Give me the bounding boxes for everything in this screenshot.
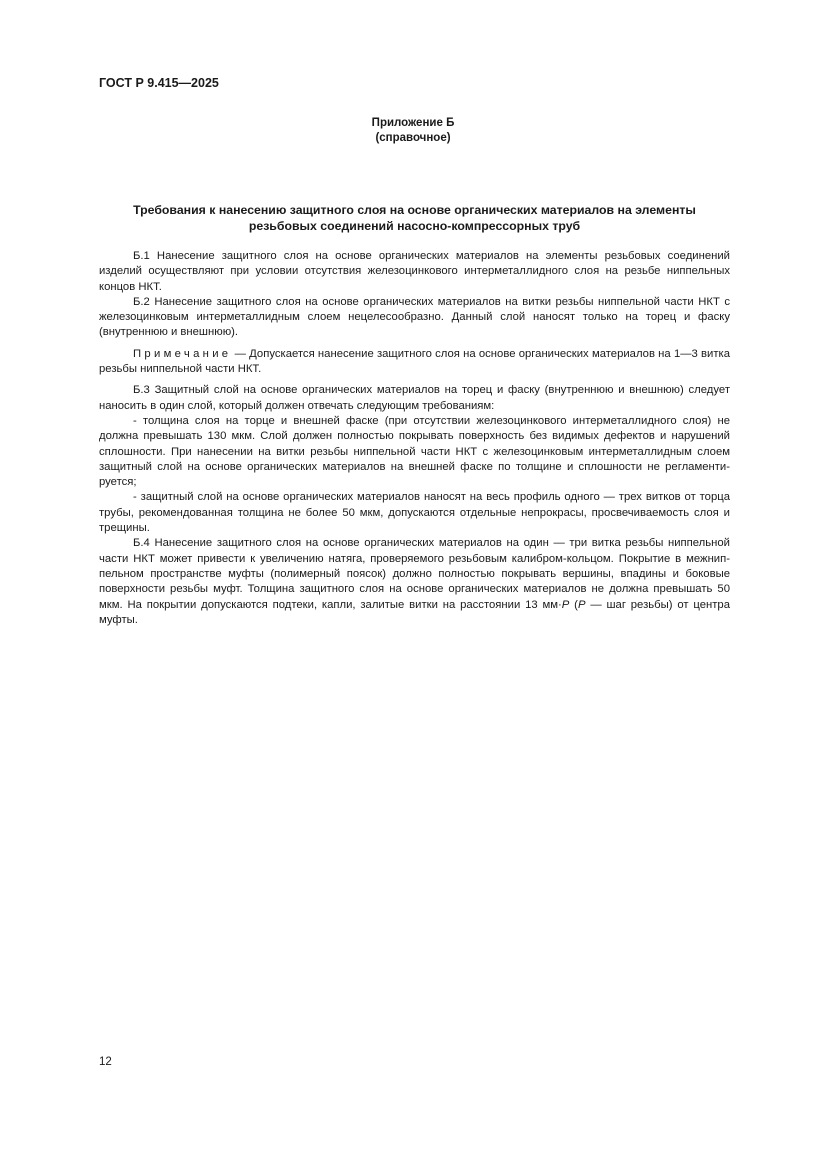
- paragraph-b3: Б.3 Защитный слой на основе органических материалов на торец и фаску (внутреннюю и внешнюю) следует наносить в один слой, который должен отвечать следующим требованиям:: [99, 384, 730, 412]
- section-title-line-1: Требования к нанесению защитного слоя на основе органических материалов на элементы: [133, 203, 696, 217]
- note-paragraph: [99, 347, 730, 378]
- note-label: Примечание: [133, 347, 232, 360]
- b4-text-end: — шаг резьбы) от центра муфты.: [99, 598, 730, 626]
- paragraph-b4: [99, 536, 730, 628]
- section-title-line-2: резьбовых соединений насосно-компрессорных труб: [248, 219, 581, 233]
- appendix-title: Приложение Б: [371, 117, 455, 129]
- appendix-heading: [99, 116, 727, 146]
- section-title: [99, 202, 730, 234]
- b4-variable-p-legend: P: [577, 598, 586, 611]
- b4-text-mid: (: [569, 598, 578, 611]
- paragraph-b3-item-2: - защитный слой на основе органических материалов наносят на весь профиль одного — трех витков от торца трубы, рекомендованная толщина не более 50 мкм, допускаются отдельные непрокрасы, просвечиваемость слоя и трещины.: [99, 491, 730, 535]
- page-number: 12: [99, 1056, 112, 1068]
- document-body: [99, 249, 730, 628]
- note-text: — Допускается нанесение защитного слоя на основе органических материалов на 1—3 витка резьбы ниппельной части НКТ.: [99, 347, 730, 376]
- b4-variable-p: P: [561, 598, 570, 611]
- document-header: ГОСТ Р 9.415—2025: [99, 76, 219, 90]
- b4-text-start: Б.4 Нанесение защитного слоя на основе органических материалов на один — три витка резьбы ниппельной части НКТ может привести к увеличению натяга, проверяемого резьбовым калибром-кольцом. Покрытие в межниппельном пространстве муфты (полимерный поясок) должно полностью покрывать вершины, впадины и боковые поверхности резьбы муфт. Толщина защитного слоя на основе органических материалов не должна превышать 50 мкм. На покрытии допускаются подтеки, капли, залитые витки на расстоянии 13 мм·: [99, 537, 730, 611]
- appendix-status: (справочное): [375, 132, 451, 144]
- paragraph-b1: Б.1 Нанесение защитного слоя на основе органических материалов на элементы резьбовых соединений изделий осуществляют при условии отсутствия железоцинкового интерметаллидного слоя на резьбе ниппельных концов НКТ.: [99, 250, 730, 293]
- paragraph-b2: Б.2 Нанесение защитного слоя на основе органических материалов на витки резьбы ниппельной части НКТ с железоцинковым интерметаллидным слоем нецелесообразно. Данный слой наносят только на торец и фаску (внутреннюю и внешнюю).: [99, 295, 730, 339]
- paragraph-b3-item-1: - толщина слоя на торце и внешней фаске (при отсутствии железоцинкового интерметаллидного слоя) не должна превышать 130 мкм. Слой должен полностью покрывать поверхность без видимых дефектов и нарушений сплошности. При нанесении на витки резьбы ниппельной части НКТ с железоцинковым интерметаллидным слоем защитный слой на основе органических материалов на внешней фаске по толщине и сплошности не регламентируется;: [99, 414, 730, 489]
